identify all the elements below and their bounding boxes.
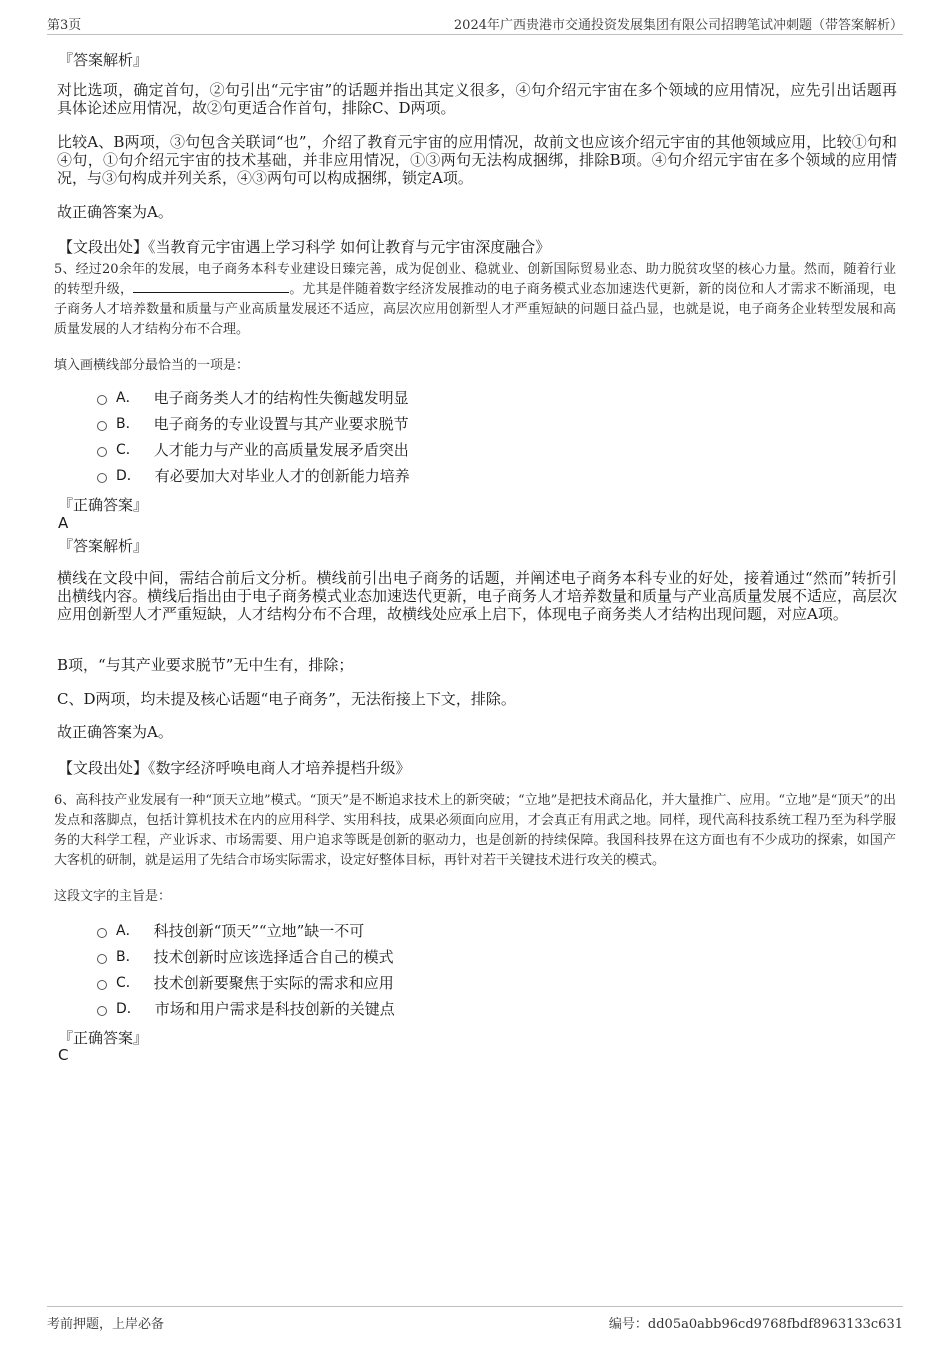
q5-prompt: 填入画横线部分最恰当的一项是： — [54, 358, 250, 373]
q5-answer-label: 『正确答案』 — [58, 496, 149, 514]
q5-option-d[interactable] — [97, 465, 410, 485]
option-text: 人才能力与产业的高质量发展矛盾突出 — [153, 440, 409, 459]
option-text: 有必要加大对毕业人才的创新能力培养 — [154, 466, 410, 485]
q5-analysis-para-3: C、D两项，均未提及核心话题“电子商务”，无法衔接上下文，排除。 — [57, 690, 516, 708]
radio-button[interactable] — [97, 421, 107, 431]
q5-stem — [54, 260, 896, 340]
option-text: 电子商务类人才的结构性失衡越发明显 — [153, 388, 409, 407]
q4-analysis-para-2: 比较A、B两项，③句包含关联词“也”，介绍了教育元宇宙的应用情况，故前文也应该介绍元宇宙的其他领域应用，比较①句和④句，①句介绍元宇宙的技术基础，并非应用情况，①③两句无法构成捆绑，排除B项。④句介绍元宇宙在多个领域的应用情况，与③句构成并列关系，④③两句可以构成捆绑，锁定A项。 — [57, 133, 897, 187]
q6-answer: C — [58, 1046, 69, 1064]
q4-analysis-para-1: 对比选项，确定首句，②句引出“元宇宙”的话题并指出其定义很多，④句介绍元宇宙在多个领域的应用情况，应先引出话题再具体论述应用情况，故②句更适合作首句，排除C、D两项。 — [57, 81, 897, 117]
radio-button[interactable] — [97, 980, 107, 990]
q6-prompt: 这段文字的主旨是： — [54, 889, 172, 904]
q5-analysis-para-1: 横线在文段中间，需结合前后文分析。横线前引出电子商务的话题，并阐述电子商务本科专业的好处，接着通过“然而”转折引出横线内容。横线后指出由于电子商务模式业态加速迭代更新，电子商务人才培养数量和质量与产业高质量发展不适应，高层次应用创新型人才严重短缺，人才结构分布不合理，故横线处应承上启下，体现电子商务类人才结构出现问题，对应A项。 — [57, 569, 898, 623]
option-letter: A． — [116, 390, 140, 406]
q6-answer-label: 『正确答案』 — [58, 1029, 149, 1047]
radio-button[interactable] — [97, 954, 107, 964]
q5-blank-line — [133, 280, 289, 293]
q5-stem-before: 5、经过20余年的发展，电子商务本科专业建设日臻完善，成为促创业、稳就业、创新国际贸易业态、助力脱贫攻坚的核心力量。然而，随着行业的转型升级， — [54, 262, 896, 297]
q6-option-a[interactable] — [97, 920, 364, 940]
option-letter: A． — [116, 923, 140, 939]
option-letter: D． — [116, 1001, 141, 1017]
option-text: 电子商务的专业设置与其产业要求脱节 — [153, 414, 409, 433]
q6-option-d[interactable] — [97, 998, 395, 1018]
page-footer — [47, 1306, 903, 1337]
q5-source: 【文段出处】《数字经济呼唤电商人才培养提档升级》 — [58, 759, 411, 777]
option-letter: C． — [116, 975, 140, 991]
footer-slogan: 考前押题，上岸必备 — [47, 1317, 165, 1332]
q5-stem-after: 。尤其是伴随着数字经济发展推动的电子商务模式业态加速迭代更新，新的岗位和人才需求不断涌现，电子商务人才培养数量和质量与产业高质量发展还不适应，高层次应用创新型人才严重短缺的问题日益凸显，也就是说，电子商务企业转型发展和高质量发展的人才结构分布不合理。 — [54, 282, 896, 337]
q5-analysis-label: 『答案解析』 — [58, 537, 149, 555]
q5-option-a[interactable] — [97, 387, 409, 407]
q4-analysis-para-3: 故正确答案为A。 — [57, 203, 173, 221]
radio-button[interactable] — [97, 395, 107, 405]
option-letter: B． — [116, 416, 140, 432]
option-text: 市场和用户需求是科技创新的关键点 — [154, 999, 395, 1018]
option-letter: C． — [116, 442, 140, 458]
q4-analysis-label: 『答案解析』 — [58, 51, 149, 69]
q5-option-b[interactable] — [97, 413, 409, 433]
q6-option-b[interactable] — [97, 946, 394, 966]
q6-option-c[interactable] — [97, 972, 394, 992]
radio-button[interactable] — [97, 1006, 107, 1016]
option-letter: D． — [116, 468, 141, 484]
q5-option-c[interactable] — [97, 439, 409, 459]
q5-analysis-para-2: B项，“与其产业要求脱节”无中生有，排除； — [57, 656, 354, 674]
q5-analysis-para-4: 故正确答案为A。 — [57, 723, 173, 741]
q4-source: 【文段出处】《当教育元宇宙遇上学习科学 如何让教育与元宇宙深度融合》 — [58, 238, 551, 256]
option-text: 技术创新要聚焦于实际的需求和应用 — [153, 973, 394, 992]
q6-stem: 6、高科技产业发展有一种“顶天立地”模式。“顶天”是不断追求技术上的新突破；“立地”是把技术商品化，并大量推广、应用。“立地”是“顶天”的出发点和落脚点，包括计算机技术在内的应用科学、实用科技，成果必须面向应用，才会真正有用武之地。同样，现代高科技系统工程乃至为科学服务的大科学工程，产业诉求、市场需要、用户追求等既是创新的驱动力，也是创新的持续保障。我国科技界在这方面也有不少成功的探索，如国产大客机的研制，就是运用了先结合市场实际需求，设定好整体目标，再针对若干关键技术进行攻关的模式。 — [54, 793, 896, 868]
page-number: 第3页 — [47, 18, 82, 33]
option-text: 技术创新时应该选择适合自己的模式 — [153, 947, 394, 966]
document-title: 2024年广西贵港市交通投资发展集团有限公司招聘笔试冲刺题（带答案解析） — [453, 18, 903, 33]
option-text: 科技创新“顶天”“立地”缺一不可 — [153, 921, 365, 940]
document-id: 编号：dd05a0abb96cd9768fbdf8963133c631 — [608, 1317, 903, 1332]
q5-answer: A — [58, 514, 69, 532]
radio-button[interactable] — [97, 447, 107, 457]
page-header — [47, 12, 903, 35]
option-letter: B． — [116, 949, 140, 965]
radio-button[interactable] — [97, 928, 107, 938]
radio-button[interactable] — [97, 473, 107, 483]
